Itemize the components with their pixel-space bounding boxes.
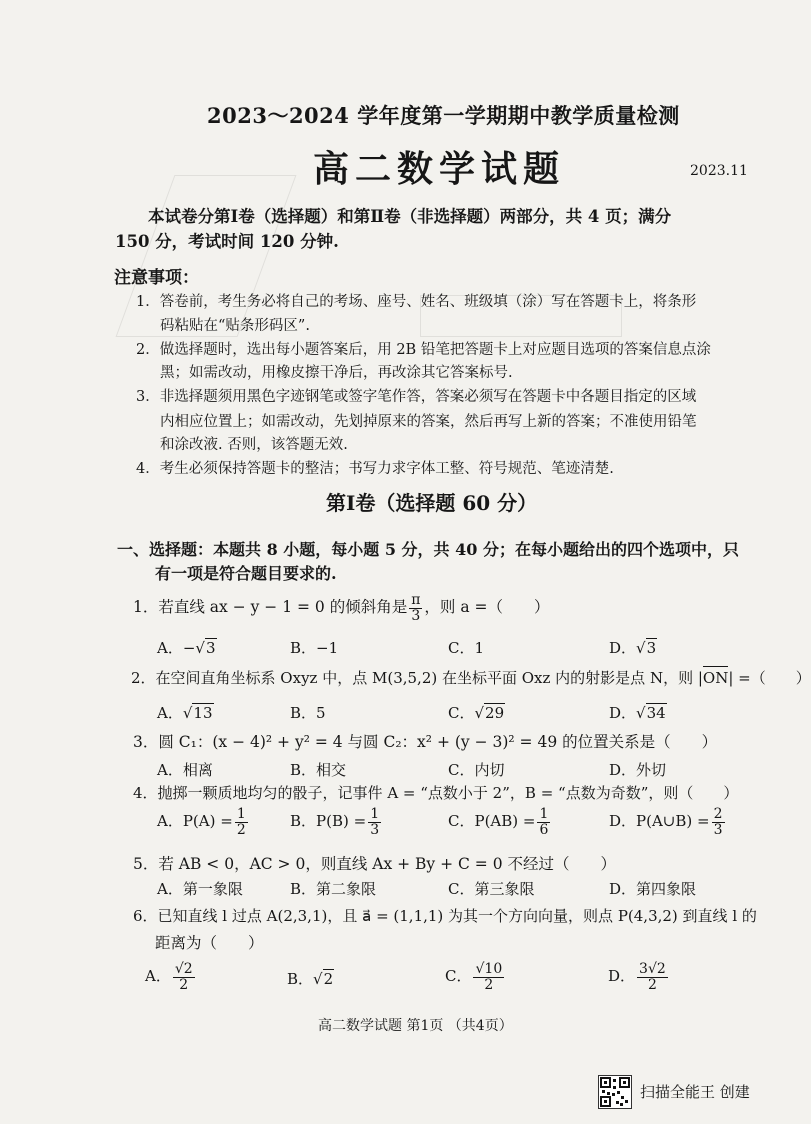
notes-title: 注意事项： bbox=[114, 268, 199, 288]
note-2-line-2: 黑；如需改动，用橡皮擦干净后，再改涂其它答案标号. bbox=[160, 365, 513, 381]
note-3-line-2: 内相应位置上；如需改动，先划掉原来的答案，然后再写上新的答案；不准使用铅笔 bbox=[160, 414, 697, 430]
question-3-option-d: D．外切 bbox=[609, 761, 667, 779]
choice-part-heading-2: 有一项是符合题目要求的. bbox=[155, 564, 337, 583]
question-1-option-a: A．−√3 bbox=[157, 639, 216, 657]
exam-date: 2023.11 bbox=[690, 163, 748, 179]
question-6-stem-line-1: 6．已知直线 l 过点 A(2,3,1)，且 a⃗ = (1,1,1) 为其一个方向向量，则点 P(4,3,2) 到直线 l 的 bbox=[133, 907, 757, 925]
intro-line-2: 150 分，考试时间 120 分钟. bbox=[115, 232, 339, 251]
question-5-option-d: D．第四象限 bbox=[609, 880, 697, 898]
question-6-stem-line-2: 距离为（ ） bbox=[155, 934, 264, 952]
note-3-line-1: 3．非选择题须用黑色字迹钢笔或签字笔作答，答案必须写在答题卡中各题目指定的区域 bbox=[136, 389, 697, 405]
question-3-stem: 3．圆 C₁：(x − 4)² + y² = 4 与圆 C₂：x² + (y − 3)² = 49 的位置关系是（ ） bbox=[133, 733, 718, 751]
question-6-option-a: A． $\frac{√2}{2}$ bbox=[145, 961, 193, 993]
question-4-option-a: A．P(A) = $\frac{1}{2}$ bbox=[157, 806, 246, 838]
question-5-option-b: B．第二象限 bbox=[290, 880, 377, 898]
question-4-option-c: C．P(AB) = $\frac{1}{6}$ bbox=[448, 806, 549, 838]
question-5-option-c: C．第三象限 bbox=[448, 880, 535, 898]
question-3-option-c: C．内切 bbox=[448, 761, 505, 779]
question-6-option-c: C． $\frac{√10}{2}$ bbox=[445, 961, 503, 993]
question-3-option-b: B．相交 bbox=[290, 761, 347, 779]
question-6-option-d: D． $\frac{3√2}{2}$ bbox=[608, 961, 666, 993]
question-2-stem: 2．在空间直角坐标系 Oxyz 中，点 M(3,5,2) 在坐标平面 Oxz 内的射影是点 N，则 | ON| =（ ） bbox=[131, 667, 811, 688]
note-1-line-2: 码粘贴在“贴条形码区”. bbox=[160, 318, 310, 334]
question-5-stem: 5．若 AB < 0，AC > 0，则直线 Ax + By + C = 0 不经过（ ） bbox=[133, 855, 617, 873]
page-footer: 高二数学试题 第1页 （共4页） bbox=[318, 1018, 513, 1034]
question-2-option-b: B．5 bbox=[290, 704, 326, 722]
exam-title: 2023～2024 学年度第一学期期中教学质量检测 bbox=[207, 103, 680, 128]
bleed-through-mark bbox=[116, 175, 297, 337]
question-2-option-c: C．√29 bbox=[448, 704, 505, 722]
question-1-option-c: C．1 bbox=[448, 639, 485, 657]
question-3-option-a: A．相离 bbox=[157, 761, 213, 779]
question-1-option-d: D．√3 bbox=[609, 639, 657, 657]
question-2-option-d: D．√34 bbox=[609, 704, 666, 722]
question-4-option-b: B．P(B) = $\frac{1}{3}$ bbox=[290, 806, 380, 838]
subject-title: 高二数学试题 bbox=[313, 148, 566, 190]
question-4-stem: 4．抛掷一颗质地均匀的骰子，记事件 A = “点数小于 2”，B = “点数为奇数”，则（ ） bbox=[133, 784, 739, 802]
section-1-title: 第Ⅰ卷（选择题 60 分） bbox=[326, 491, 538, 515]
note-3-line-3: 和涂改液. 否则，该答题无效. bbox=[160, 437, 348, 453]
scanner-watermark-label: 扫描全能王 创建 bbox=[640, 1083, 750, 1101]
note-4-line-1: 4．考生必须保持答题卡的整洁；书写力求字体工整、符号规范、笔迹清楚. bbox=[136, 461, 614, 477]
note-1-line-1: 1．答卷前，考生务必将自己的考场、座号、姓名、班级填（涂）写在答题卡上，将条形 bbox=[136, 294, 697, 310]
qr-code-icon bbox=[598, 1075, 632, 1109]
question-6-option-b: B．√2 bbox=[287, 970, 334, 988]
question-1-stem: 1．若直线 ax − y − 1 = 0 的倾斜角是 $\frac{\pi}{3}$ ，则 a =（ ） bbox=[133, 592, 550, 624]
question-4-option-d: D．P(A∪B) = $\frac{2}{3}$ bbox=[609, 806, 723, 838]
question-5-option-a: A．第一象限 bbox=[157, 880, 243, 898]
intro-line-1: 本试卷分第Ⅰ卷（选择题）和第Ⅱ卷（非选择题）两部分，共 4 页；满分 bbox=[148, 207, 672, 226]
question-2-option-a: A．√13 bbox=[157, 704, 213, 722]
note-2-line-1: 2．做选择题时，选出每小题答案后，用 2B 铅笔把答题卡上对应题目选项的答案信息点涂 bbox=[136, 342, 711, 358]
choice-part-heading-1: 一、选择题：本题共 8 小题，每小题 5 分，共 40 分；在每小题给出的四个选项中，只 bbox=[117, 540, 739, 559]
question-1-option-b: B．−1 bbox=[290, 639, 339, 657]
